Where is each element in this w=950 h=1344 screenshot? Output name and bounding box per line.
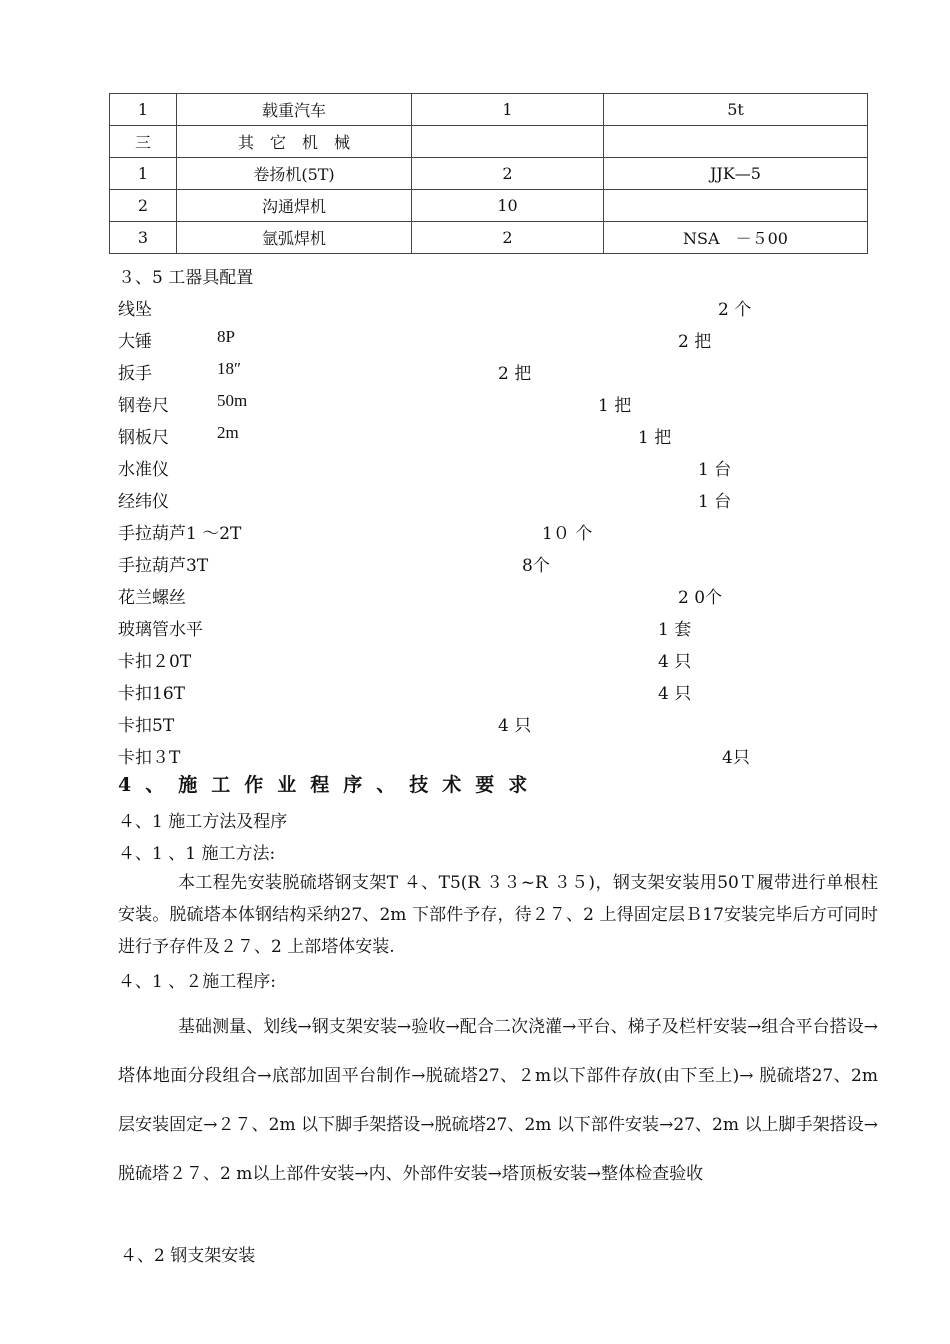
section-4-1-title: ４、1 施工方法及程序 <box>118 812 288 832</box>
equipment-spec: 5t <box>604 94 868 126</box>
row-number: 三 <box>110 126 177 158</box>
tool-name: 扳手 <box>118 364 152 384</box>
tool-quantity: 1 台 <box>698 492 732 512</box>
tool-quantity: 1 把 <box>638 428 672 448</box>
tool-name: 线坠 <box>118 300 152 320</box>
equipment-quantity: 2 <box>412 158 604 190</box>
table-row <box>110 190 868 222</box>
tool-quantity: 1 套 <box>658 620 692 640</box>
equipment-spec <box>604 126 868 158</box>
tool-name: 手拉葫芦3T <box>118 556 209 576</box>
equipment-table <box>109 93 868 254</box>
table-row <box>110 222 868 254</box>
tool-name: 卡扣5T <box>118 716 175 736</box>
tool-spec: 50m <box>217 391 248 410</box>
section-4-1-2-title: ４、1 、２施工程序: <box>118 972 276 992</box>
equipment-name: 载重汽车 <box>177 94 412 126</box>
equipment-quantity: 2 <box>412 222 604 254</box>
equipment-spec <box>604 190 868 222</box>
section-3-5-title: ３、5 工器具配置 <box>118 268 254 288</box>
tool-quantity: 1０ 个 <box>542 524 593 544</box>
tool-name: 手拉葫芦1 ～2T <box>118 524 242 544</box>
row-number: 2 <box>110 190 177 222</box>
tool-name: 钢板尺 <box>118 428 169 448</box>
tool-name: 水准仪 <box>118 460 169 480</box>
tool-quantity: 8个 <box>522 556 550 576</box>
row-number: 3 <box>110 222 177 254</box>
section-4-heading: 4、施工作业程序、技术要求 <box>118 774 542 796</box>
equipment-name: 卷扬机(5T) <box>177 158 412 190</box>
tool-quantity: 4 只 <box>498 716 532 736</box>
tool-name: 卡扣２0T <box>118 652 192 672</box>
tool-quantity: 1 把 <box>598 396 632 416</box>
tool-name: 经纬仪 <box>118 492 169 512</box>
tool-quantity: 4 只 <box>658 652 692 672</box>
table-row <box>110 158 868 190</box>
tool-quantity: 2 把 <box>678 332 712 352</box>
tool-name: 花兰螺丝 <box>118 588 186 608</box>
method-text: 本工程先安装脱硫塔钢支架T ４、T5(R ３３~R ３５)，钢支架安装用50Ｔ履带进行单根柱安装。脱硫塔本体钢结构采纳27、2m 下部件予存，待２７、2 上得固定层Ｂ17安装完毕后方可同时进行予存件及２７、2 上部塔体安装. <box>118 873 878 957</box>
table-row <box>110 94 868 126</box>
tool-quantity: 2 0个 <box>678 588 723 608</box>
equipment-name: 氩弧焊机 <box>177 222 412 254</box>
method-paragraph <box>118 867 878 963</box>
tool-quantity: 2 个 <box>718 300 752 320</box>
row-number: 1 <box>110 94 177 126</box>
tool-name: 玻璃管水平 <box>118 620 203 640</box>
section-4-2-title: ４、2 钢支架安装 <box>120 1246 256 1266</box>
tool-name: 大锤 <box>118 332 152 352</box>
tool-quantity: 4只 <box>722 748 750 768</box>
section-4-1-1-title: ４、1 、1 施工方法: <box>118 844 276 864</box>
tool-spec: 18″ <box>217 359 242 378</box>
equipment-name: 沟通焊机 <box>177 190 412 222</box>
equipment-name: 其 它 机 械 <box>177 126 412 158</box>
tool-spec: 2m <box>217 423 239 442</box>
tool-name: 卡扣16T <box>118 684 185 704</box>
tool-quantity: 2 把 <box>498 364 532 384</box>
tool-name: 卡扣３T <box>118 748 181 768</box>
equipment-quantity <box>412 126 604 158</box>
tool-quantity: 1 台 <box>698 460 732 480</box>
table-row <box>110 126 868 158</box>
tool-quantity: 4 只 <box>658 684 692 704</box>
equipment-spec: NSA －５00 <box>604 222 868 254</box>
procedure-text: 基础测量、划线→钢支架安装→验收→配合二次浇灌→平台、梯子及栏杆安装→组合平台搭设→塔体地面分段组合→底部加固平台制作→脱硫塔27、２m以下部件存放(由下至上)→ 脱硫塔27、2m 层安装固定→２７、2m 以下脚手架搭设→脱硫塔27、2m 以下部件安装→27、2m 以上脚手架搭设→脱硫塔２７、2 m以上部件安装→内、外部件安装→塔顶板安装→整体检查验收 <box>118 1017 878 1184</box>
row-number: 1 <box>110 158 177 190</box>
equipment-quantity: 1 <box>412 94 604 126</box>
tool-name: 钢卷尺 <box>118 396 169 416</box>
equipment-spec: JJK—5 <box>604 158 868 190</box>
tool-spec: 8P <box>217 327 235 346</box>
equipment-quantity: 10 <box>412 190 604 222</box>
procedure-paragraph <box>118 1003 878 1199</box>
